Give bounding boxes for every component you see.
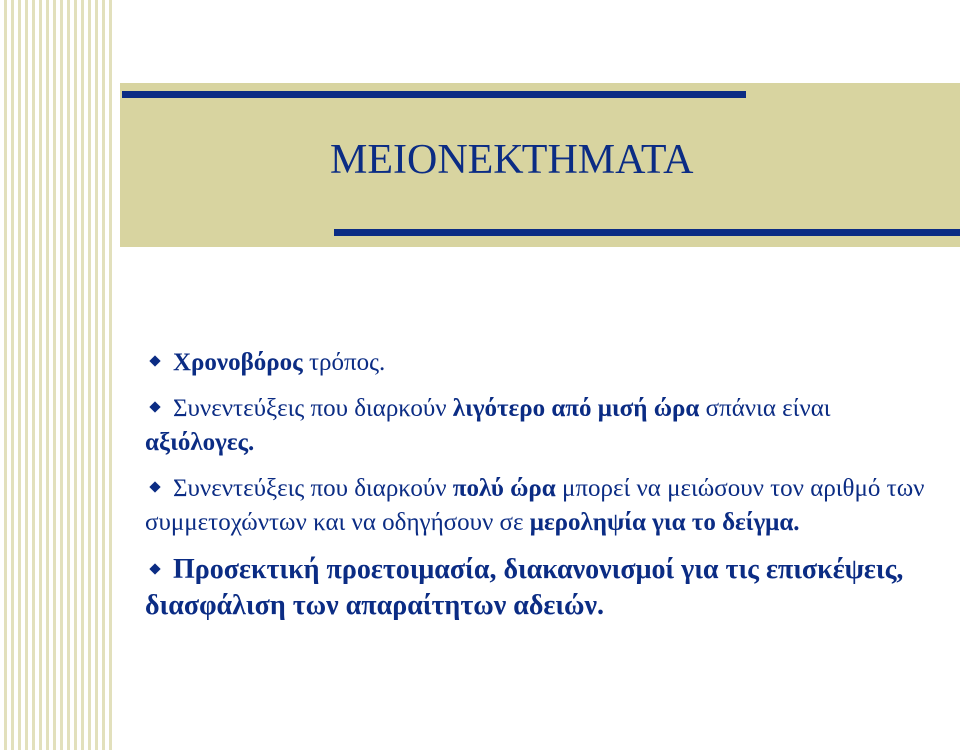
bullet-text-bold: Προσεκτική προετοιμασία, διακανονισμοί για τις επισκέψεις, διασφάλιση των απαραίτητων αδειών. <box>145 554 904 621</box>
decorative-stripes <box>0 0 112 750</box>
bullet-text: Συνεντεύξεις που διαρκούν <box>173 395 453 422</box>
bullet-text: Συνεντεύξεις που διαρκούν <box>173 475 453 502</box>
diamond-bullet-icon <box>149 563 160 574</box>
bullet-text-bold: πολύ ώρα <box>452 475 556 502</box>
diamond-bullet-icon <box>149 356 160 367</box>
bullet-item <box>145 552 925 624</box>
diamond-bullet-icon <box>149 482 160 493</box>
slide-title: ΜΕΙΟΝΕΚΤΗΜΑΤΑ <box>330 137 694 183</box>
bullet-item <box>145 472 925 540</box>
bullet-text: σπάνια είναι <box>699 395 831 422</box>
bullet-item <box>145 346 925 380</box>
bullet-text: τρόπος. <box>302 349 386 376</box>
bullet-list <box>145 346 925 636</box>
bullet-item <box>145 392 925 460</box>
title-rule-bottom <box>334 229 960 236</box>
bullet-text-bold: Χρονοβόρος <box>173 349 303 376</box>
diamond-bullet-icon <box>149 402 160 413</box>
bullet-text-bold: μεροληψία για το δείγμα. <box>529 509 800 536</box>
title-rule-top <box>122 91 746 98</box>
bullet-text: μπορεί να μειώσουν τον αριθμό των συμμετοχώντων και να οδηγήσουν σε <box>145 475 925 536</box>
bullet-text-bold: αξιόλογες. <box>145 429 255 456</box>
bullet-text-bold: λιγότερο από μισή ώρα <box>452 395 700 422</box>
